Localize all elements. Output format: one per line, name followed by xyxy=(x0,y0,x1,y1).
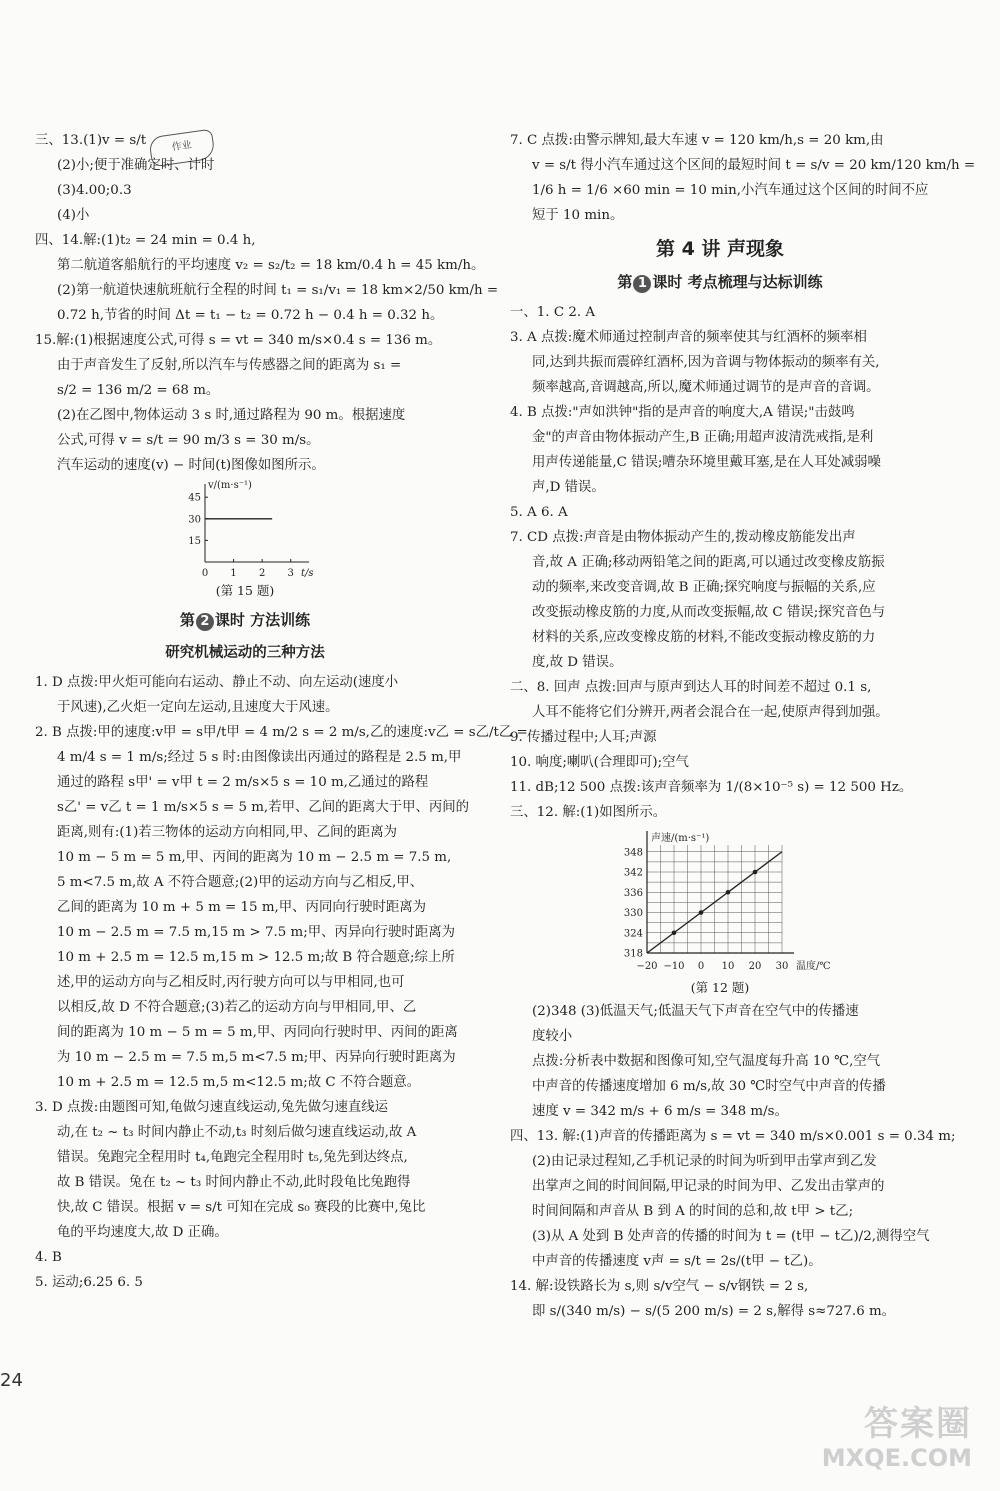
lesson2-title-suffix: 课时 方法训练 xyxy=(214,611,311,629)
method-title: 研究机械运动的三种方法 xyxy=(165,645,325,661)
text-line: 同,达到共振而震碎红酒杯,因为音调与物体振动的频率有关, xyxy=(532,355,880,370)
text-line: s/2 = 136 m/2 = 68 m。 xyxy=(57,383,220,398)
text-line: 速度 v = 342 m/s + 6 m/s = 348 m/s。 xyxy=(532,1104,788,1119)
x-tick-label: 0 xyxy=(697,961,705,972)
right-answers-part1 xyxy=(510,128,976,228)
text-line: (2)在乙图中,物体运动 3 s 时,通过路程为 90 m。根据速度 xyxy=(57,408,406,423)
text-line: (3)4.00;0.3 xyxy=(57,183,132,198)
x-tick-label: −10 xyxy=(663,961,685,972)
x-tick-label: 20 xyxy=(748,961,762,972)
text-line: 为 10 m − 2.5 m = 7.5 m,5 m<7.5 m;甲、丙异向行驶时距离为 xyxy=(57,1050,456,1065)
fig15-vt-chart xyxy=(180,480,320,580)
text-line: 述,甲的运动方向与乙相反时,丙行驶方向可以与甲相同,也可 xyxy=(57,975,405,990)
text-line: 3. A 点拨:魔术师通过控制声音的频率使其与红酒杯的频率相 xyxy=(510,330,867,345)
text-line: 材料的关系,应改变橡皮筋的材料,不能改变振动橡皮筋的力 xyxy=(532,630,876,645)
text-line: 度,故 D 错误。 xyxy=(532,655,623,670)
text-line: 10 m − 2.5 m = 7.5 m,15 m > 7.5 m;甲、丙异向行驶时距离为 xyxy=(57,925,455,940)
lecture-title: 第 4 讲 声现象 xyxy=(655,238,785,260)
text-line: 0.72 h,节省的时间 Δt = t₁ − t₂ = 0.72 h − 0.4 h = 0.32 h。 xyxy=(57,308,444,323)
text-line: 于风速),乙火炬一定向左运动,且速度大于风速。 xyxy=(57,700,339,715)
y-axis-label: v/(m·s⁻¹) xyxy=(208,480,252,491)
lesson1-title xyxy=(510,268,930,296)
data-point xyxy=(753,870,758,875)
text-line: 动的频率,来改变音调,故 B 正确;探究响度与振幅的关系,应 xyxy=(532,580,876,595)
text-line: (2)第一航道快速航班航行全程的时间 t₁ = s₁/v₁ = 18 km×2/50 km/h = xyxy=(57,283,499,298)
data-point xyxy=(672,930,677,935)
text-line: v = s/t 得小汽车通过这个区间的最短时间 t = s/v = 20 km/120 km/h = xyxy=(532,158,976,173)
text-line: 10 m − 5 m = 5 m,甲、丙间的距离为 10 m − 2.5 m = 7.5 m, xyxy=(57,850,452,865)
y-tick-label: 336 xyxy=(623,887,643,899)
text-line: 短于 10 min。 xyxy=(532,208,624,223)
text-line: 快,故 C 错误。根据 v = s/t 可知在完成 s₀ 赛段的比赛中,兔比 xyxy=(57,1200,426,1215)
text-line: 11. dB;12 500 点拨:该声音频率为 1/(8×10⁻⁵ s) = 12 500 Hz。 xyxy=(510,780,913,795)
left-column xyxy=(35,128,528,1295)
text-line: 由于声音发生了反射,所以汽车与传感器之间的距离为 s₁ = xyxy=(57,358,402,373)
text-line: 改变振动橡皮筋的力度,从而改变振幅,故 C 错误;探究音色与 xyxy=(532,605,886,620)
text-line: 间的距离为 10 m − 5 m = 5 m,甲、丙同向行驶时甲、丙间的距离 xyxy=(57,1025,458,1040)
text-line: 错误。兔跑完全程用时 t₄,龟跑完全程用时 t₅,兔先到达终点, xyxy=(57,1150,408,1165)
text-line: 龟的平均速度大,故 D 正确。 xyxy=(57,1225,228,1240)
y-tick-label: 30 xyxy=(188,514,201,526)
text-line: 度较小 xyxy=(532,1029,573,1044)
lesson1-number-badge: 1 xyxy=(633,275,651,293)
text-line: 4. B xyxy=(35,1250,62,1265)
text-line: 以相反,故 D 不符合题意;(3)若乙的运动方向与甲相同,甲、乙 xyxy=(57,1000,417,1015)
y-tick-label: 330 xyxy=(623,908,643,919)
text-line: 9. 传播过程中;人耳;声源 xyxy=(510,730,657,745)
text-line: 四、14.解:(1)t₂ = 24 min = 0.4 h, xyxy=(35,233,256,248)
text-line: 5. 运动;6.25 6. 5 xyxy=(35,1275,143,1290)
watermark-logo xyxy=(822,1404,972,1472)
text-line: 15.解:(1)根据速度公式,可得 s = vt = 340 m/s×0.4 s = 136 m。 xyxy=(35,333,442,348)
text-line: 一、1. C 2. A xyxy=(510,305,596,320)
text-line: 乙间的距离为 10 m + 5 m = 15 m,甲、丙同向行驶时距离为 xyxy=(57,900,427,915)
text-line: 距离,则有:(1)若三物体的运动方向相同,甲、乙间的距离为 xyxy=(57,825,397,840)
stamp-annotation: 作业 xyxy=(148,129,216,168)
text-line: 时间间隔和声音从 B 到 A 的时间的总和,故 t甲 > t乙; xyxy=(532,1204,854,1219)
x-tick-label: 3 xyxy=(287,568,294,579)
text-line: 四、13. 解:(1)声音的传播距离为 s = vt = 340 m/s×0.001 s = 0.34 m; xyxy=(510,1129,956,1144)
x-tick-label: 10 xyxy=(721,961,735,972)
text-line: 第二航道客船航行的平均速度 v₂ = s₂/t₂ = 18 km/0.4 h = 45 km/h。 xyxy=(57,258,485,273)
x-tick-label: 2 xyxy=(258,568,266,579)
y-tick-label: 324 xyxy=(623,928,643,940)
text-line: 5 m<7.5 m,故 A 不符合题意;(2)甲的运动方向与乙相反,甲、 xyxy=(57,875,424,890)
lesson1-title-prefix: 第 xyxy=(617,273,633,291)
text-line: 4 m/4 s = 1 m/s;经过 5 s 时:由图像读出丙通过的路程是 2.5 m,甲 xyxy=(57,750,462,765)
x-tick-label: 0 xyxy=(201,568,209,579)
text-line: 3. D 点拨:由题图可知,龟做匀速直线运动,兔先做匀速直线运 xyxy=(35,1100,389,1115)
text-line: 音,故 A 正确;移动两铅笔之间的距离,可以通过改变橡皮筋振 xyxy=(532,555,885,570)
x-axis-label: 温度/℃ xyxy=(796,961,831,972)
text-line: 汽车运动的速度(v) − 时间(t)图像如图所示。 xyxy=(57,458,325,473)
text-line: (3)从 A 处到 B 处声音的传播的时间为 t = (t甲 − t乙)/2,测得空气 xyxy=(532,1229,930,1244)
fig12-caption: (第 12 题) xyxy=(690,980,750,995)
watermark-line1: 答案圈 xyxy=(864,1404,972,1444)
text-line: 10 m + 2.5 m = 12.5 m,15 m > 12.5 m;故 B 符合题意;综上所 xyxy=(57,950,455,965)
text-line: 二、8. 回声 点拨:回声与原声到达人耳的时间差不超过 0.1 s, xyxy=(510,680,872,695)
text-line: 三、13.(1)v = s/t xyxy=(35,133,147,148)
text-line: 4. B 点拨:"声如洪钟"指的是声音的响度大,A 错误;"击鼓鸣 xyxy=(510,405,855,420)
text-line: 用声传递能量,C 错误;嘈杂环境里戴耳塞,是在人耳处减弱噪 xyxy=(532,455,881,470)
text-line: 三、12. 解:(1)如图所示。 xyxy=(510,805,667,820)
text-line: 人耳不能将它们分辨开,两者会混合在一起,使原声得到加强。 xyxy=(532,705,889,720)
text-line: 2. B 点拨:甲的速度:v甲 = s甲/t甲 = 4 m/2 s = 2 m/s,乙的速度:v乙 = s乙/t乙 = xyxy=(35,725,528,740)
fig12-sound-speed-chart xyxy=(605,825,835,977)
right-column xyxy=(510,128,976,1324)
lesson1-title-suffix: 课时 考点梳理与达标训练 xyxy=(652,273,823,291)
y-tick-label: 342 xyxy=(623,867,643,879)
text-line: 即 s/(340 m/s) − s/(5 200 m/s) = 2 s,解得 s≈727.6 m。 xyxy=(532,1304,896,1319)
text-line: 7. CD 点拨:声音是由物体振动产生的,拨动橡皮筋能发出声 xyxy=(510,530,856,545)
text-line: 出掌声之间的时间间隔,甲记录的时间为甲、乙发出击掌声的 xyxy=(532,1179,885,1194)
left-answers-part1 xyxy=(35,128,499,478)
text-line: 10. 响度;喇叭(合理即可);空气 xyxy=(510,755,689,770)
y-tick-label: 318 xyxy=(623,948,643,960)
x-tick-label: −20 xyxy=(636,961,658,972)
right-answers-part3 xyxy=(510,999,956,1324)
text-line: 中声音的传播速度增加 6 m/s,故 30 ℃时空气中声音的传播 xyxy=(532,1079,886,1094)
lesson2-number-badge: 2 xyxy=(196,613,214,631)
data-point xyxy=(726,890,731,895)
text-line: 中声音的传播速度 v声 = s/t = 2s/(t甲 − t乙)。 xyxy=(532,1254,822,1269)
text-line: 动,在 t₂ ~ t₃ 时间内静止不动,t₃ 时刻后做匀速直线运动,故 A xyxy=(57,1125,417,1140)
text-line: 声,D 错误。 xyxy=(532,480,605,495)
data-point xyxy=(699,910,704,915)
x-tick-label: 30 xyxy=(775,961,789,972)
text-line: 公式,可得 v = s/t = 90 m/3 s = 30 m/s。 xyxy=(57,433,320,448)
text-line: 金"的声音由物体振动产生,B 正确;用超声波清洗戒指,是利 xyxy=(532,430,874,445)
text-line: 7. C 点拨:由警示牌知,最大车速 v = 120 km/h,s = 20 km,由 xyxy=(510,133,884,148)
fig15-caption: (第 15 题) xyxy=(215,583,275,598)
y-tick-label: 45 xyxy=(188,492,201,504)
watermark-line2: MXQE.COM xyxy=(821,1444,972,1472)
y-axis-label: 声速/(m·s⁻¹) xyxy=(651,833,710,844)
text-line: 频率越高,音调越高,所以,魔术师通过调节的是声音的音调。 xyxy=(532,380,880,395)
text-line: 5. A 6. A xyxy=(510,505,568,520)
text-line: (2)由记录过程知,乙手机记录的时间为听到甲击掌声到乙发 xyxy=(532,1154,877,1169)
text-line: 点拨:分析表中数据和图像可知,空气温度每升高 10 ℃,空气 xyxy=(532,1054,881,1069)
x-axis-label: t/s xyxy=(301,568,314,579)
lesson2-title-prefix: 第 xyxy=(179,611,195,629)
text-line: 故 B 错误。兔在 t₂ ~ t₃ 时间内静止不动,此时段龟比兔跑得 xyxy=(57,1175,411,1190)
text-line: 通过的路程 s甲' = v甲 t = 2 m/s×5 s = 10 m,乙通过的路程 xyxy=(57,775,429,790)
right-answers-part2 xyxy=(510,300,930,825)
left-answers-part2 xyxy=(35,670,528,1295)
text-line: 10 m + 2.5 m = 12.5 m,5 m<12.5 m;故 C 不符合题意。 xyxy=(57,1075,421,1090)
x-tick-label: 1 xyxy=(230,568,237,579)
text-line: (2)348 (3)低温天气;低温天气下声音在空气中的传播速 xyxy=(532,1004,859,1019)
text-line: s乙' = v乙 t = 1 m/s×5 s = 5 m,若甲、乙间的距离大于甲、丙间的 xyxy=(57,800,470,815)
text-line: 1/6 h = 1/6 ×60 min = 10 min,小汽车通过这个区间的时间不应 xyxy=(532,183,929,198)
y-tick-label: 15 xyxy=(188,535,201,547)
y-tick-label: 348 xyxy=(623,847,643,859)
text-line: (2)小;便于准确定时、计时 xyxy=(57,158,215,173)
text-line: (4)小 xyxy=(57,208,90,223)
text-line: 14. 解:设铁路长为 s,则 s/v空气 − s/v钢铁 = 2 s, xyxy=(510,1279,809,1294)
text-line: 1. D 点拨:甲火炬可能向右运动、静止不动、向左运动(速度小 xyxy=(35,675,399,690)
lesson2-title xyxy=(35,606,455,634)
page-number: 24 xyxy=(0,1370,23,1391)
